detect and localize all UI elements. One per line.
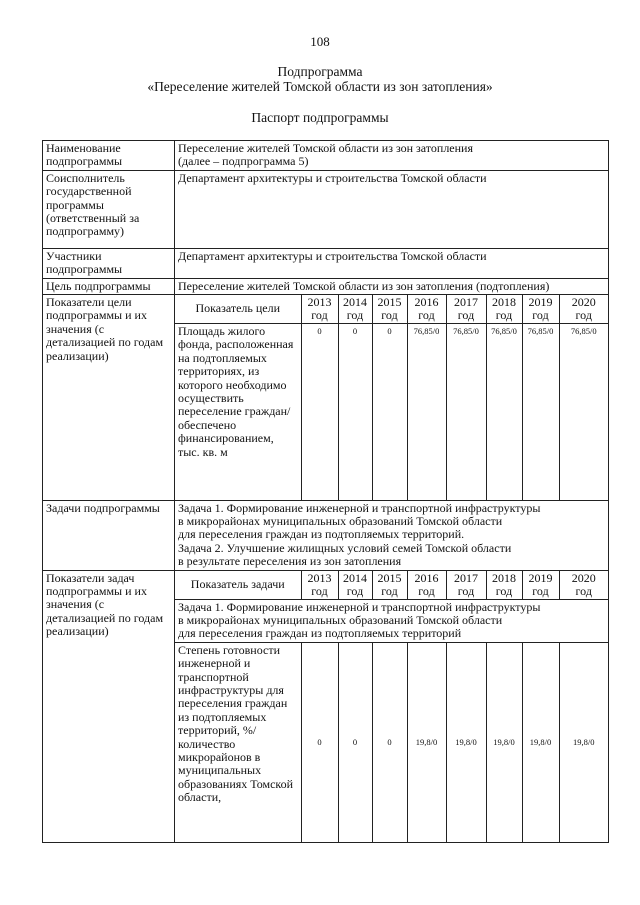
goal-value: 76,85/0 [522,324,559,500]
label-task-indicators: Показатели задач подпрограммы и их значения (с детализацией по годам реализации) [43,570,175,843]
task-line: в результате переселения из зон затопления [178,554,402,569]
task-indicator-row [175,642,608,842]
row-tasks [43,500,609,570]
year-unit: год [532,583,549,598]
task1-line: в микрорайонах муниципальных образований Томской области [178,612,503,627]
goal-value: 76,85/0 [559,324,608,500]
year-header [486,295,522,324]
year-header [446,571,486,600]
goal-indicators-cell [175,295,609,501]
task-value: 19,8/0 [446,642,486,842]
year-label: 2017 [454,295,478,310]
year-unit: год [346,583,364,598]
year-unit: год [311,583,328,598]
value-name-line-2: (далее – подпрограмма 5) [178,154,309,169]
year-unit: год [575,308,592,323]
year-label: 2016 [414,570,439,585]
task-line: в микрорайонах муниципальных образований Томской области [178,513,503,528]
year-unit: год [495,308,513,323]
year-header [407,295,446,324]
year-unit: год [311,308,328,323]
year-label: 2018 [492,295,516,310]
row-goal [43,278,609,294]
task-value: 0 [372,642,407,842]
goal-indicator-header: Показатель цели [175,295,301,324]
year-unit: год [575,583,592,598]
task-value: 19,8/0 [559,642,608,842]
title-line-2: «Переселение жителей Томской области из зон затопления» [147,79,493,94]
passport-table [42,140,609,843]
year-header [446,295,486,324]
year-header [338,571,372,600]
task-line: Задача 2. Улучшение жилищных условий семей Томской области [178,540,512,555]
page-number: 108 [310,34,330,49]
task-line: для переселения граждан из подтопляемых территорий. [178,527,465,542]
task-indicators-cell [175,570,609,843]
row-goal-indicators [43,295,609,501]
year-label: 2020 [571,570,596,585]
task-indicator-text: Степень готовности инженерной и транспортной инфраструктуры для переселения граждан из подтопляемых территорий, %/ количество микрорайонов в муниципальных образованиях Томской области, [175,642,301,842]
year-header [522,571,559,600]
year-header [301,295,338,324]
year-header [338,295,372,324]
year-label: 2013 [307,570,332,585]
year-header [407,571,446,600]
goal-value: 76,85/0 [407,324,446,500]
year-unit: год [418,308,435,323]
task-value: 0 [338,642,372,842]
year-header [301,571,338,600]
task-indicators-header [175,571,608,600]
document-title [0,64,640,94]
year-label: 2017 [454,570,478,585]
year-label: 2019 [528,570,553,585]
goal-indicators-header [175,295,608,324]
row-name [43,141,609,171]
goal-value: 0 [372,324,407,500]
task-value: 0 [301,642,338,842]
year-unit: год [381,308,398,323]
year-label: 2018 [492,570,516,585]
value-name [175,141,609,171]
year-label: 2015 [377,295,402,310]
year-unit: год [457,583,475,598]
year-label: 2015 [377,570,402,585]
year-header [372,295,407,324]
label-goal: Цель подпрограммы [43,278,175,294]
row-participants [43,248,609,278]
goal-value: 0 [338,324,372,500]
label-executor: Соисполнитель государственной программы (ответственный за подпрограмму) [43,170,175,248]
passport-heading: Паспорт подпрограммы [251,110,389,125]
year-label: 2019 [528,295,553,310]
year-label: 2020 [571,295,596,310]
year-header [559,571,608,600]
task-line: Задача 1. Формирование инженерной и транспортной инфраструктуры [178,500,541,515]
year-label: 2016 [414,295,439,310]
year-label: 2014 [343,570,367,585]
task-indicator-header: Показатель задачи [175,571,301,600]
goal-value: 0 [301,324,338,500]
task-value: 19,8/0 [486,642,522,842]
goal-indicator-text: Площадь жилого фонда, расположенная на подтопляемых территориях, из которого необходимо осуществить переселение граждан/обеспечено финансированием, тыс. кв. м [175,324,301,500]
goal-indicators-table [175,295,608,500]
task1-row [175,599,608,642]
value-goal: Переселение жителей Томской области из зон затопления (подтопления) [175,278,609,294]
year-unit: год [346,308,364,323]
value-tasks [175,500,609,570]
year-unit: год [495,583,513,598]
task-value: 19,8/0 [522,642,559,842]
year-header [522,295,559,324]
label-tasks: Задачи подпрограммы [43,500,175,570]
year-label: 2013 [307,295,332,310]
label-participants: Участники подпрограммы [43,248,175,278]
task1-line: для переселения граждан из подтопляемых территорий [178,626,462,641]
year-unit: год [381,583,398,598]
task1-description [175,599,608,642]
task1-line: Задача 1. Формирование инженерной и транспортной инфраструктуры [178,599,541,614]
year-label: 2014 [343,295,367,310]
year-header [559,295,608,324]
value-executor: Департамент архитектуры и строительства Томской области [175,170,609,248]
year-unit: год [418,583,435,598]
year-header [486,571,522,600]
task-value: 19,8/0 [407,642,446,842]
label-name: Наименование подпрограммы [43,141,175,171]
title-line-1: Подпрограмма [277,64,363,79]
value-participants: Департамент архитектуры и строительства Томской области [175,248,609,278]
row-task-indicators [43,570,609,843]
task-indicators-table [175,571,608,843]
year-unit: год [457,308,475,323]
goal-value: 76,85/0 [486,324,522,500]
row-executor [43,170,609,248]
goal-indicator-row [175,324,608,500]
year-unit: год [532,308,549,323]
goal-value: 76,85/0 [446,324,486,500]
label-goal-indicators: Показатели цели подпрограммы и их значения (с детализацией по годам реализации) [43,295,175,501]
value-name-line-1: Переселение жителей Томской области из зон затопления [178,141,473,155]
year-header [372,571,407,600]
